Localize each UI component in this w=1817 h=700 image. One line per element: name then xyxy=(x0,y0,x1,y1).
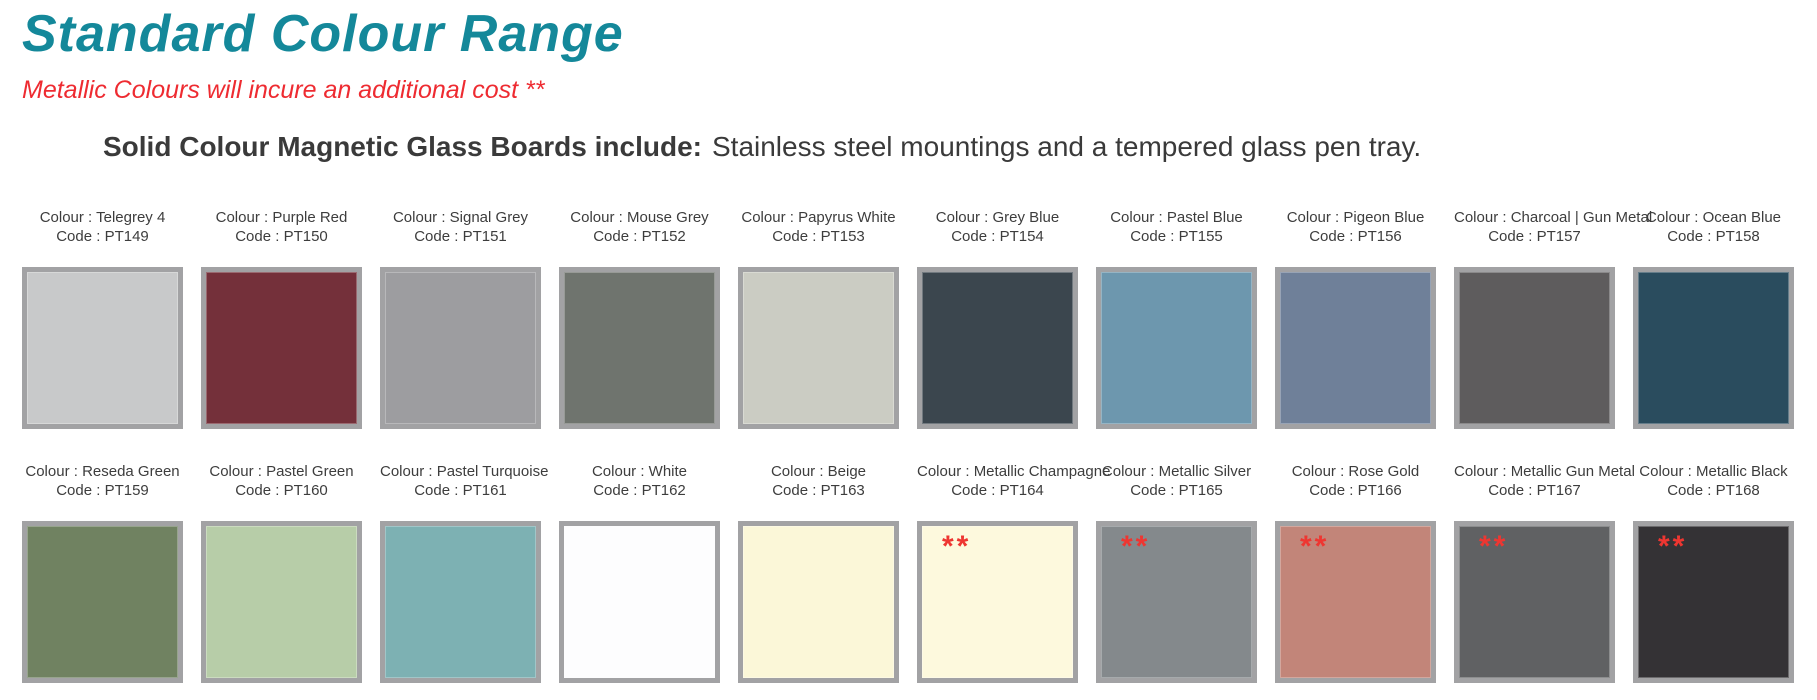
colour-code-label: Code : PT164 xyxy=(951,482,1044,499)
colour-name-label: Colour : Purple Red xyxy=(215,209,348,226)
swatch-cell xyxy=(1275,208,1436,429)
metallic-cost-warning: Metallic Colours will incure an additional cost ** xyxy=(22,76,545,104)
swatch-cell xyxy=(1275,462,1436,683)
colour-swatch-PT157 xyxy=(1454,267,1615,429)
page-title: Standard Colour Range xyxy=(22,5,624,63)
colour-code-label: Code : PT149 xyxy=(56,228,149,245)
swatch-cell xyxy=(738,462,899,683)
colour-name-label: Colour : Telegrey 4 xyxy=(39,209,166,226)
swatch-cell xyxy=(380,462,549,683)
colour-code-label: Code : PT168 xyxy=(1667,482,1760,499)
boards-include-heading: Solid Colour Magnetic Glass Boards include: xyxy=(103,131,702,162)
colour-code-label: Code : PT166 xyxy=(1309,482,1402,499)
colour-code-label: Code : PT150 xyxy=(235,228,328,245)
swatch-cell xyxy=(22,208,183,429)
swatch-cell xyxy=(1454,462,1635,683)
swatch-cell xyxy=(380,208,541,429)
colour-name-label: Colour : Pastel Blue xyxy=(1110,209,1243,226)
metallic-cost-marker: ** xyxy=(942,530,972,563)
colour-name-label: Colour : Beige xyxy=(770,463,867,480)
colour-swatch-PT153 xyxy=(738,267,899,429)
swatch-cell xyxy=(201,208,362,429)
colour-code-label: Code : PT155 xyxy=(1130,228,1223,245)
swatch-cell xyxy=(22,462,183,683)
metallic-cost-marker: ** xyxy=(1121,530,1151,563)
metallic-cost-marker: ** xyxy=(1300,530,1330,563)
colour-code-label: Code : PT156 xyxy=(1309,228,1402,245)
metallic-cost-marker: ** xyxy=(1479,530,1509,563)
swatch-cell xyxy=(559,462,720,683)
colour-code-label: Code : PT165 xyxy=(1130,482,1223,499)
colour-name-label: Colour : Metallic Black xyxy=(1639,463,1788,480)
colour-name-label: Colour : Charcoal | Gun Metal xyxy=(1454,209,1653,226)
colour-code-label: Code : PT154 xyxy=(951,228,1044,245)
colour-name-label: Colour : Signal Grey xyxy=(392,209,529,226)
colour-name-label: Colour : Mouse Grey xyxy=(570,209,709,226)
swatch-cell xyxy=(738,208,899,429)
colour-name-label: Colour : Ocean Blue xyxy=(1645,209,1782,226)
metallic-cost-marker: ** xyxy=(1658,530,1688,563)
colour-name-label: Colour : Papyrus White xyxy=(741,209,896,226)
colour-name-label: Colour : Pastel Turquoise xyxy=(380,463,549,480)
swatch-cell xyxy=(1096,208,1257,429)
swatch-cell xyxy=(559,208,720,429)
colour-name-label: Colour : Reseda Green xyxy=(25,463,180,480)
colour-code-label: Code : PT161 xyxy=(414,482,507,499)
colour-name-label: Colour : Metallic Champagne xyxy=(917,463,1111,480)
colour-swatch-PT150 xyxy=(201,267,362,429)
colour-swatch-PT161 xyxy=(380,521,541,683)
swatch-cell xyxy=(1454,208,1653,429)
colour-code-label: Code : PT159 xyxy=(56,482,149,499)
colour-code-label: Code : PT162 xyxy=(593,482,686,499)
colour-swatch-PT154 xyxy=(917,267,1078,429)
colour-swatch-PT160 xyxy=(201,521,362,683)
colour-code-label: Code : PT157 xyxy=(1488,228,1581,245)
colour-swatch-PT167 xyxy=(1454,521,1615,683)
colour-code-label: Code : PT167 xyxy=(1488,482,1581,499)
boards-include-description: Stainless steel mountings and a tempered glass pen tray. xyxy=(711,131,1422,162)
colour-name-label: Colour : Metallic Silver xyxy=(1101,463,1252,480)
colour-name-label: Colour : Rose Gold xyxy=(1291,463,1420,480)
colour-code-label: Code : PT158 xyxy=(1667,228,1760,245)
colour-swatch-PT156 xyxy=(1275,267,1436,429)
colour-name-label: Colour : Pastel Green xyxy=(209,463,354,480)
swatch-cell xyxy=(917,208,1078,429)
colour-name-label: Colour : Pigeon Blue xyxy=(1286,209,1425,226)
colour-swatch-PT158 xyxy=(1633,267,1794,429)
swatch-cell xyxy=(1096,462,1257,683)
colour-swatch-PT165 xyxy=(1096,521,1257,683)
colour-swatch-grid xyxy=(22,208,1794,683)
colour-swatch-PT149 xyxy=(22,267,183,429)
swatch-cell xyxy=(201,462,362,683)
colour-swatch-PT168 xyxy=(1633,521,1794,683)
colour-code-label: Code : PT153 xyxy=(772,228,865,245)
colour-name-label: Colour : Metallic Gun Metal xyxy=(1454,463,1635,480)
colour-swatch-PT151 xyxy=(380,267,541,429)
colour-swatch-PT163 xyxy=(738,521,899,683)
swatch-cell xyxy=(917,462,1111,683)
colour-swatch-PT152 xyxy=(559,267,720,429)
colour-code-label: Code : PT160 xyxy=(235,482,328,499)
colour-swatch-PT155 xyxy=(1096,267,1257,429)
swatch-cell xyxy=(1633,208,1794,429)
colour-name-label: Colour : White xyxy=(591,463,688,480)
boards-include-line xyxy=(103,131,1421,163)
colour-code-label: Code : PT151 xyxy=(414,228,507,245)
colour-swatch-PT162 xyxy=(559,521,720,683)
colour-swatch-PT166 xyxy=(1275,521,1436,683)
colour-swatch-PT164 xyxy=(917,521,1078,683)
colour-code-label: Code : PT163 xyxy=(772,482,865,499)
colour-code-label: Code : PT152 xyxy=(593,228,686,245)
colour-name-label: Colour : Grey Blue xyxy=(935,209,1060,226)
colour-swatch-PT159 xyxy=(22,521,183,683)
swatch-cell xyxy=(1633,462,1794,683)
